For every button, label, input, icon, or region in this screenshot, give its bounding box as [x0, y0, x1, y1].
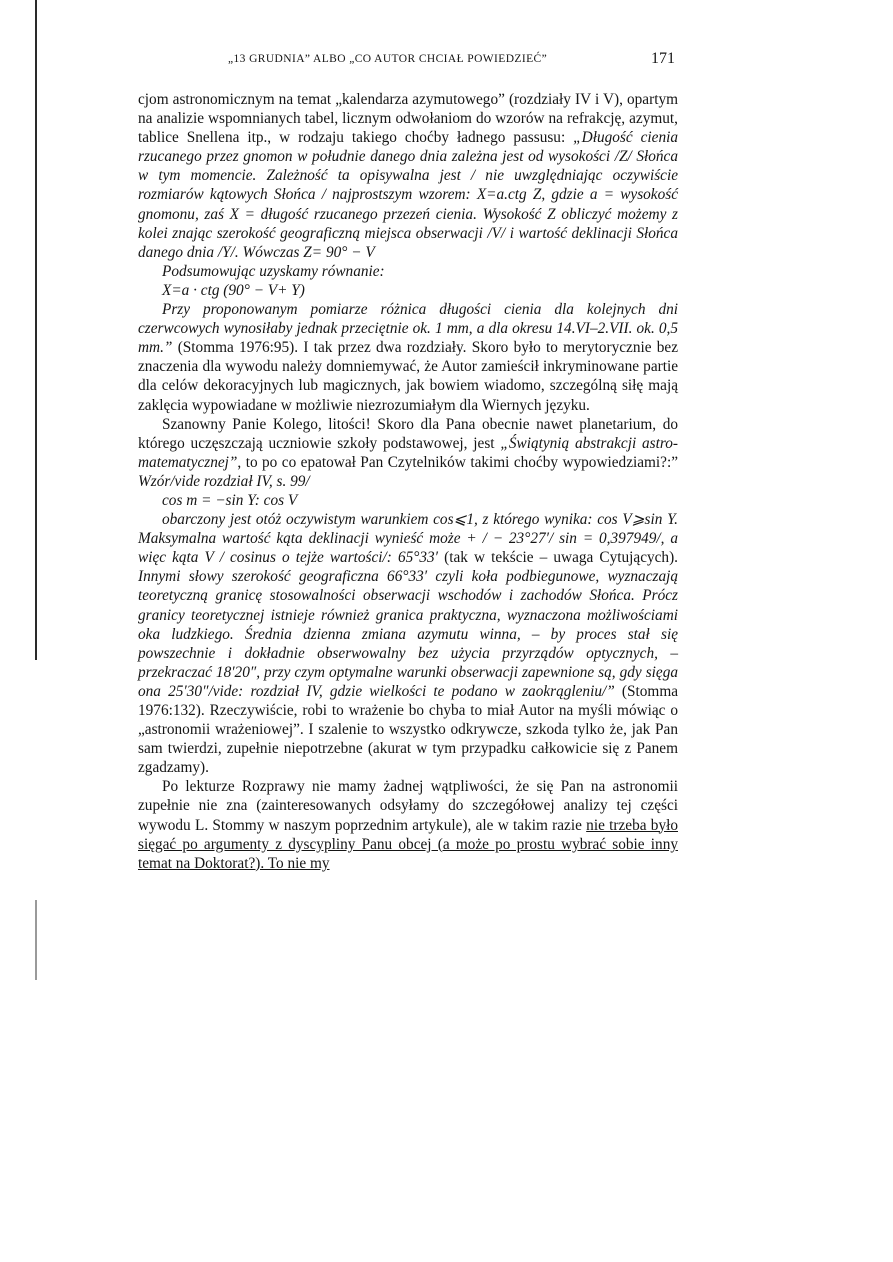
formula: X=a · ctg (90° − V+ Y): [162, 281, 305, 299]
quote-text: Podsumowując uzyskamy równanie:: [162, 262, 385, 280]
body-text: (Stomma 1976:95). I tak przez dwa rozdziały. Skoro było to merytorycznie bez znaczenia dla wywodu należy domniemywać, że Autor zamieścił inkryminowane partie dla celów dekoracyjnych lub magicznych, jak bowiem wiadomo, szczególną siłę mają zaklęcia wypowiadane w możliwie niezrozumiałym dla Wiernych języku.: [138, 339, 678, 414]
body-text: cjom astronomicznym na temat „kalendarza azymutowego” (rozdziały IV i V), opartym na analizie wspomnianych tabel, licznym odwołaniom do wzorów na refrakcję, azymut, tablice Snellena itp., w rodzaju takiego choćby ładnego passusu:: [138, 91, 678, 147]
paragraph: [138, 90, 678, 262]
quote-text: Wzór/vide rozdział IV, s. 99/: [138, 472, 310, 490]
body-text: , to po co epatował Pan Czytelników takimi choćby wypowiedziami?:”: [237, 453, 678, 471]
body-text: Po lekturze Rozprawy nie mamy żadnej wątpliwości, że się Pan na astronomii zupełnie nie zna (zainteresowanych odsyłamy do szczegółowej analizy tej części wywodu L. Stommy w naszym poprzednim artykule), ale w takim razie: [138, 778, 678, 834]
body-text: Szanowny Panie Kolego, litości! Skoro dla Pana obecnie nawet planetarium, do którego uczęszczają uczniowie szkoły podstawowej, jest: [138, 415, 678, 452]
paragraph: [138, 415, 678, 491]
page-spine-line: [35, 0, 37, 660]
quote-text: „Długość cienia rzucanego przez gnomon w południe danego dnia zależna jest od wysokości /Z/ Słońca w tym momencie. Zależność ta opisywalna jest / nie uwzględniając oczywiście rozmiarów kątowych Słońca / najprostszym wzorem: X=a.ctg Z, gdzie a = wysokość gnomonu, zaś X = długość rzucanego przezeń cienia. Wysokość Z obliczyć możemy z kolei znając szerokość geograficzną miejsca obserwacji /V/ i wartość deklinacji Słońca danego dnia /Y/. Wówczas Z= 90° − V: [138, 129, 678, 261]
paragraph: [138, 262, 678, 281]
formula: cos m = −sin Y: cos V: [162, 491, 298, 509]
body-text: (tak w tekście – uwaga Cytujących).: [438, 549, 678, 567]
quote-text: Innymi słowy szerokość geograficzna 66°33′ czyli koła podbiegunowe, wyznaczają teoretyczną granicę stosowalności obserwacji wschodów i zachodów Słońca. Prócz granicy teoretycznej istnieje również granica praktyczna, wyznaczona możliwościami oka ludzkiego. Średnia dzienna zmiana azymutu winna, – by proces stał się powszechnie i dokładnie obserwowalny bez użycia przyrządów optycznych, – przekraczać 18′20″, przy czym optymalne warunki obserwacji zapewnione są, gdy sięga ona 25′30″/vide: rozdział IV, gdzie wielkości te podano w zaokrągleniu/”: [138, 568, 678, 700]
quote-text: Przy proponowanym pomiarze różnica długości cienia dla kolejnych dni czerwcowych wynosiłaby jednak przeciętnie ok. 1 mm, a dla okresu 14.VI–2.VII. ok. 0,5 mm.”: [138, 301, 678, 357]
page-number: 171: [651, 50, 675, 67]
underlined-text: nie trzeba było sięgać po argumenty z dyscypliny Panu obcej (a może po prostu wybrać sobie inny temat na Doktorat?). To nie my: [138, 816, 678, 872]
page-spine-line-lower: [35, 900, 37, 980]
running-title: „13 GRUDNIA” ALBO „CO AUTOR CHCIAŁ POWIEDZIEĆ”: [228, 53, 548, 65]
page-body: [138, 90, 678, 873]
paragraph: [138, 510, 678, 777]
quote-text: „Świątynią abstrakcji astro-matematycznej”: [138, 434, 678, 471]
paragraph: [138, 777, 678, 872]
paragraph: [138, 300, 678, 415]
page-header: [138, 50, 678, 72]
quote-text: obarczony jest otóż oczywistym warunkiem cos⩽1, z którego wynika: cos V⩾sin Y. Maksymalna wartość kąta deklinacji wynieść może + / − 23°27′/ sin = 0,397949/, a więc kąta V / cosinus o tejże wartości/: 65°33′: [138, 511, 678, 567]
body-text: (Stomma 1976:132). Rzeczywiście, robi to wrażenie bo chyba to miał Autor na myśli mówiąc o „astronomii wrażeniowej”. I szalenie to wszystko odkrywcze, szkoda tylko że, jak Pan sam twierdzi, zupełnie niepotrzebne (akurat w tym przypadku całkowicie się z Panem zgadzamy).: [138, 682, 679, 777]
